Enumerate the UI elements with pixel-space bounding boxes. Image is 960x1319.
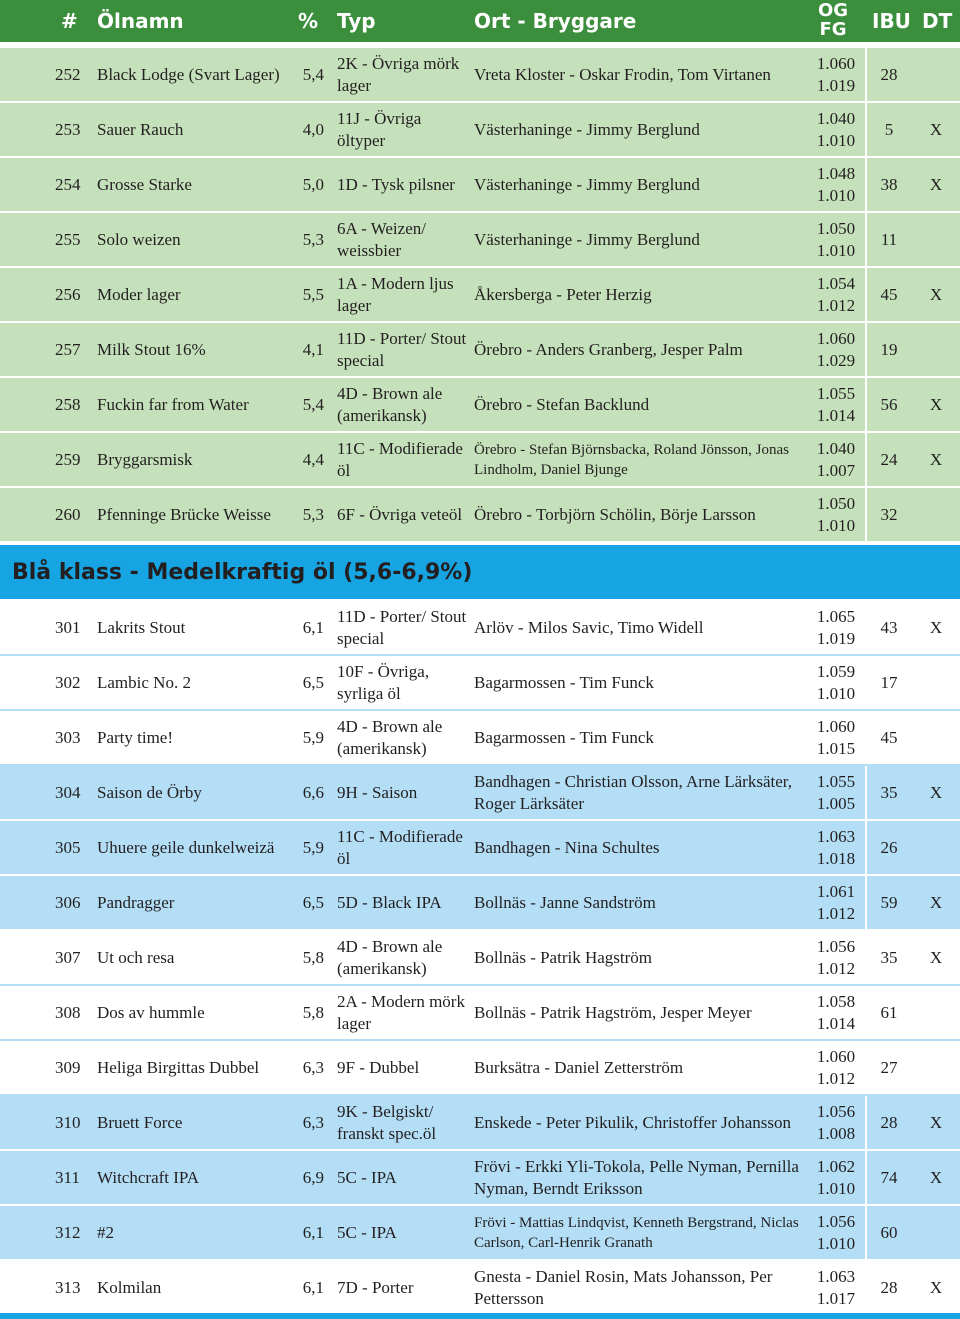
beer-dt	[920, 656, 952, 709]
brewery-brewers: Bollnäs - Patrik Hagström	[474, 947, 653, 967]
beer-ibu: 24	[880, 449, 898, 469]
beer-name: Party time!	[97, 727, 174, 747]
beer-number: 252	[55, 64, 81, 84]
beer-number: 308	[55, 1002, 81, 1022]
beer-abv: 4,1	[302, 339, 324, 359]
table-row	[0, 1151, 960, 1206]
beer-style: 6F - Övriga veteöl	[337, 504, 463, 524]
column-separator	[865, 656, 867, 709]
beer-name: Lakrits Stout	[97, 617, 186, 637]
beer-abv: 5,3	[302, 229, 324, 249]
beer-style: 2K - Övriga mörk lager	[337, 53, 460, 95]
beer-og-fg	[810, 1261, 862, 1314]
beer-abv: 6,3	[302, 1112, 324, 1132]
brewery-brewers: Örebro - Anders Granberg, Jesper Palm	[474, 339, 743, 359]
header-pct: %	[298, 9, 319, 33]
brewery-brewers: Burksätra - Daniel Zetterström	[474, 1057, 684, 1077]
beer-og-fg	[810, 601, 862, 654]
beer-style: 11D - Porter/ Stout special	[337, 328, 467, 370]
beer-name: Solo weizen	[97, 229, 181, 249]
beer-style: 9F - Dubbel	[337, 1057, 420, 1077]
beer-og: 1.062	[816, 1156, 856, 1176]
beer-dt: X	[929, 617, 943, 637]
table-row	[0, 876, 960, 931]
column-separator	[865, 268, 867, 321]
brewery-brewers: Västerhaninge - Jimmy Berglund	[474, 229, 700, 249]
table-row	[0, 1261, 960, 1316]
beer-fg: 1.017	[816, 1288, 856, 1308]
beer-ibu: 74	[880, 1167, 898, 1187]
beer-dt: X	[929, 782, 943, 802]
beer-ibu: 28	[880, 64, 898, 84]
beer-name: Uhuere geile dunkelweizä	[97, 837, 275, 857]
beer-abv: 5,9	[302, 727, 324, 747]
beer-number: 255	[55, 229, 81, 249]
beer-fg: 1.010	[816, 683, 856, 703]
beer-og-fg	[810, 103, 862, 156]
bottom-bar	[0, 1313, 960, 1319]
beer-ibu: 59	[880, 892, 898, 912]
beer-fg: 1.012	[816, 903, 856, 923]
beer-ibu: 56	[880, 394, 898, 414]
beer-abv: 6,1	[302, 1277, 324, 1297]
beer-ibu: 61	[880, 1002, 898, 1022]
beer-style: 5C - IPA	[337, 1222, 397, 1242]
beer-name: Dos av hummle	[97, 1002, 205, 1022]
beer-abv: 5,0	[302, 174, 324, 194]
brewery-brewers: Bollnäs - Janne Sandström	[474, 892, 656, 912]
beer-fg: 1.012	[816, 295, 856, 315]
column-separator	[865, 821, 867, 874]
beer-number: 260	[55, 504, 81, 524]
beer-og-fg	[810, 821, 862, 874]
beer-og-fg	[810, 158, 862, 211]
beer-ibu: 32	[880, 504, 898, 524]
brewery-brewers: Bandhagen - Christian Olsson, Arne Lärksäter, Roger Lärksäter	[474, 771, 792, 813]
beer-og: 1.063	[816, 826, 856, 846]
beer-dt: X	[929, 174, 943, 194]
beer-og-fg	[810, 433, 862, 486]
column-separator	[865, 1041, 867, 1094]
beer-dt	[920, 323, 952, 376]
header-ort: Ort - Bryggare	[474, 9, 637, 33]
beer-ibu: 17	[880, 672, 898, 692]
beer-dt: X	[929, 119, 943, 139]
beer-fg: 1.029	[816, 350, 856, 370]
beer-og: 1.054	[816, 273, 856, 293]
beer-fg: 1.010	[816, 240, 856, 260]
beer-ibu: 27	[880, 1057, 898, 1077]
table-row	[0, 766, 960, 821]
column-separator	[865, 711, 867, 764]
beer-number: 256	[55, 284, 81, 304]
beer-number: 301	[55, 617, 81, 637]
beer-og-fg	[810, 48, 862, 101]
header-og: OG	[818, 0, 849, 21]
beer-style: 4D - Brown ale (amerikansk)	[337, 383, 443, 425]
beer-style: 1A - Modern ljus lager	[337, 273, 454, 315]
beer-ibu: 35	[880, 947, 898, 967]
beer-dt	[920, 821, 952, 874]
beer-fg: 1.010	[816, 185, 856, 205]
table-row	[0, 268, 960, 323]
beer-og: 1.040	[816, 438, 856, 458]
brewery-brewers: Västerhaninge - Jimmy Berglund	[474, 119, 700, 139]
beer-og: 1.056	[816, 1101, 856, 1121]
column-separator	[865, 48, 867, 101]
beer-og: 1.060	[816, 53, 856, 73]
beer-number: 304	[55, 782, 81, 802]
beer-style: 11C - Modifierade öl	[337, 826, 463, 868]
beer-og-fg	[810, 1096, 862, 1149]
beer-dt	[920, 213, 952, 266]
beer-style: 9H - Saison	[337, 782, 418, 802]
beer-name: Kolmilan	[97, 1277, 162, 1297]
brewery-brewers: Vreta Kloster - Oskar Frodin, Tom Virtanen	[474, 64, 771, 84]
beer-ibu: 60	[880, 1222, 898, 1242]
beer-ibu: 28	[880, 1112, 898, 1132]
header-ogfg	[818, 1, 848, 39]
beer-number: 307	[55, 947, 81, 967]
table-row	[0, 1041, 960, 1096]
table-row	[0, 378, 960, 433]
beer-style: 11J - Övriga öltyper	[337, 108, 422, 150]
beer-ibu: 28	[880, 1277, 898, 1297]
beer-fg: 1.014	[816, 405, 856, 425]
beer-fg: 1.010	[816, 1233, 856, 1253]
header-num: #	[61, 9, 78, 33]
beer-dt: X	[929, 284, 943, 304]
beer-number: 311	[55, 1167, 80, 1187]
beer-abv: 4,4	[302, 449, 324, 469]
beer-og: 1.059	[816, 661, 856, 681]
beer-ibu: 43	[880, 617, 898, 637]
column-separator	[865, 158, 867, 211]
beer-dt: X	[929, 394, 943, 414]
beer-abv: 6,5	[302, 672, 324, 692]
beer-number: 258	[55, 394, 81, 414]
beer-number: 306	[55, 892, 81, 912]
beer-number: 309	[55, 1057, 81, 1077]
column-separator	[865, 1206, 867, 1259]
table-row	[0, 931, 960, 986]
beer-og: 1.065	[816, 606, 856, 626]
beer-style: 1D - Tysk pilsner	[337, 174, 455, 194]
beer-style: 11C - Modifierade öl	[337, 438, 463, 480]
beer-og-fg	[810, 378, 862, 431]
beer-ibu: 19	[880, 339, 898, 359]
brewery-brewers: Bagarmossen - Tim Funck	[474, 727, 654, 747]
table-row	[0, 1206, 960, 1261]
beer-og: 1.056	[816, 1211, 856, 1231]
table-row	[0, 433, 960, 488]
beer-abv: 5,3	[302, 504, 324, 524]
beer-abv: 5,9	[302, 837, 324, 857]
beer-fg: 1.008	[816, 1123, 856, 1143]
beer-name: Milk Stout 16%	[97, 339, 206, 359]
beer-fg: 1.007	[816, 460, 856, 480]
beer-dt: X	[929, 1277, 943, 1297]
beer-abv: 5,8	[302, 947, 324, 967]
column-separator	[865, 488, 867, 541]
column-separator	[865, 103, 867, 156]
beer-name: Fuckin far from Water	[97, 394, 249, 414]
table-row	[0, 711, 960, 766]
beer-abv: 4,0	[302, 119, 324, 139]
beer-og: 1.056	[816, 936, 856, 956]
beer-og-fg	[810, 1151, 862, 1204]
beer-name: Bruett Force	[97, 1112, 183, 1132]
table-row	[0, 821, 960, 876]
brewery-brewers: Örebro - Torbjörn Schölin, Börje Larsson	[474, 504, 756, 524]
beer-fg: 1.015	[816, 738, 856, 758]
beer-og-fg	[810, 711, 862, 764]
beer-name: Grosse Starke	[97, 174, 192, 194]
table-row	[0, 48, 960, 103]
beer-ibu: 45	[880, 284, 898, 304]
column-separator	[865, 213, 867, 266]
beer-dt	[920, 1206, 952, 1259]
brewery-brewers: Bandhagen - Nina Schultes	[474, 837, 660, 857]
beer-og: 1.050	[816, 493, 856, 513]
column-separator	[865, 1261, 867, 1314]
table-row	[0, 488, 960, 543]
column-separator	[865, 1096, 867, 1149]
beer-ibu: 26	[880, 837, 898, 857]
beer-og: 1.050	[816, 218, 856, 238]
beer-fg: 1.010	[816, 130, 856, 150]
beer-og-fg	[810, 1041, 862, 1094]
beer-dt: X	[929, 947, 943, 967]
beer-abv: 5,4	[302, 394, 324, 414]
beer-og-fg	[810, 876, 862, 929]
brewery-brewers: Bagarmossen - Tim Funck	[474, 672, 654, 692]
table-row	[0, 323, 960, 378]
table-row	[0, 213, 960, 268]
beer-dt	[920, 1041, 952, 1094]
beer-fg: 1.012	[816, 958, 856, 978]
column-separator	[865, 1151, 867, 1204]
beer-abv: 6,5	[302, 892, 324, 912]
brewery-brewers: Bollnäs - Patrik Hagström, Jesper Meyer	[474, 1002, 752, 1022]
beer-ibu: 35	[880, 782, 898, 802]
beer-number: 257	[55, 339, 81, 359]
beer-abv: 5,4	[302, 64, 324, 84]
table-row	[0, 986, 960, 1041]
table-header	[0, 0, 960, 42]
beer-og-fg	[810, 323, 862, 376]
beer-number: 302	[55, 672, 81, 692]
beer-og-fg	[810, 1206, 862, 1259]
beer-og-fg	[810, 656, 862, 709]
column-separator	[865, 601, 867, 654]
beer-dt	[920, 48, 952, 101]
beer-fg: 1.019	[816, 75, 856, 95]
beer-dt	[920, 488, 952, 541]
beer-fg: 1.019	[816, 628, 856, 648]
beer-abv: 6,1	[302, 1222, 324, 1242]
beer-og: 1.060	[816, 716, 856, 736]
beer-name: Saison de Örby	[97, 782, 202, 802]
beer-style: 9K - Belgiskt/ franskt spec.öl	[337, 1101, 437, 1143]
column-separator	[865, 766, 867, 819]
beer-style: 7D - Porter	[337, 1277, 414, 1297]
beer-number: 253	[55, 119, 81, 139]
beer-name: Bryggarsmisk	[97, 449, 193, 469]
beer-og: 1.040	[816, 108, 856, 128]
beer-number: 259	[55, 449, 81, 469]
beer-ibu: 38	[880, 174, 898, 194]
beer-fg: 1.005	[816, 793, 856, 813]
beer-abv: 6,6	[302, 782, 324, 802]
beer-fg: 1.012	[816, 1068, 856, 1088]
beer-number: 312	[55, 1222, 81, 1242]
column-separator	[865, 323, 867, 376]
column-separator	[865, 433, 867, 486]
beer-fg: 1.010	[816, 515, 856, 535]
beer-dt	[920, 711, 952, 764]
beer-style: 4D - Brown ale (amerikansk)	[337, 716, 443, 758]
beer-name: #2	[97, 1222, 114, 1242]
beer-og-fg	[810, 268, 862, 321]
beer-name: Moder lager	[97, 284, 181, 304]
column-separator	[865, 378, 867, 431]
brewery-brewers: Frövi - Mattias Lindqvist, Kenneth Bergstrand, Niclas Carlson, Carl-Henrik Granath	[474, 1214, 799, 1251]
beer-abv: 6,9	[302, 1167, 324, 1187]
beer-og: 1.060	[816, 1046, 856, 1066]
beer-dt: X	[929, 892, 943, 912]
beer-number: 303	[55, 727, 81, 747]
header-fg: FG	[819, 19, 847, 40]
header-type: Typ	[337, 9, 376, 33]
beer-number: 305	[55, 837, 81, 857]
beer-og-fg	[810, 986, 862, 1039]
beer-name: Ut och resa	[97, 947, 175, 967]
beer-og-fg	[810, 766, 862, 819]
section-title: Blå klass - Medelkraftig öl (5,6-6,9%)	[12, 560, 473, 585]
beer-style: 11D - Porter/ Stout special	[337, 606, 467, 648]
beer-og-fg	[810, 488, 862, 541]
brewery-brewers: Örebro - Stefan Björnsbacka, Roland Jönsson, Jonas Lindholm, Daniel Bjunge	[474, 441, 789, 478]
beer-style: 6A - Weizen/ weissbier	[337, 218, 426, 260]
beer-name: Heliga Birgittas Dubbel	[97, 1057, 260, 1077]
beer-number: 254	[55, 174, 81, 194]
beer-abv: 5,5	[302, 284, 324, 304]
beer-name: Lambic No. 2	[97, 672, 191, 692]
beer-abv: 6,3	[302, 1057, 324, 1077]
brewery-brewers: Frövi - Erkki Yli-Tokola, Pelle Nyman, Pernilla Nyman, Berndt Eriksson	[474, 1156, 799, 1198]
beer-style: 10F - Övriga, syrliga öl	[337, 661, 430, 703]
beer-name: Black Lodge (Svart Lager)	[97, 64, 280, 84]
beer-og-fg	[810, 213, 862, 266]
beer-og: 1.060	[816, 328, 856, 348]
beer-dt: X	[929, 1112, 943, 1132]
beer-ibu: 45	[880, 727, 898, 747]
beer-og-fg	[810, 931, 862, 984]
brewery-brewers: Örebro - Stefan Backlund	[474, 394, 650, 414]
beer-abv: 6,1	[302, 617, 324, 637]
table-row	[0, 656, 960, 711]
header-name: Ölnamn	[97, 9, 184, 33]
beer-style: 2A - Modern mörk lager	[337, 991, 465, 1033]
column-separator	[865, 876, 867, 929]
header-dt: DT	[922, 9, 953, 33]
beer-ibu: 11	[880, 229, 898, 249]
beer-og: 1.061	[816, 881, 856, 901]
brewery-brewers: Åkersberga - Peter Herzig	[474, 284, 652, 304]
beer-name: Witchcraft IPA	[97, 1167, 200, 1187]
beer-og: 1.055	[816, 771, 856, 791]
beer-style: 5C - IPA	[337, 1167, 397, 1187]
beer-dt	[920, 986, 952, 1039]
beer-fg: 1.014	[816, 1013, 856, 1033]
beer-fg: 1.018	[816, 848, 856, 868]
column-separator	[865, 986, 867, 1039]
beer-dt: X	[929, 449, 943, 469]
beer-number: 313	[55, 1277, 81, 1297]
beer-abv: 5,8	[302, 1002, 324, 1022]
table-row	[0, 103, 960, 158]
table-row	[0, 601, 960, 656]
brewery-brewers: Västerhaninge - Jimmy Berglund	[474, 174, 700, 194]
beer-style: 5D - Black IPA	[337, 892, 442, 912]
beer-dt: X	[929, 1167, 943, 1187]
beer-number: 310	[55, 1112, 81, 1132]
brewery-brewers: Gnesta - Daniel Rosin, Mats Johansson, Per Pettersson	[474, 1266, 773, 1308]
table-row	[0, 1096, 960, 1151]
beer-name: Pandragger	[97, 892, 175, 912]
header-ibu: IBU	[872, 9, 911, 33]
beer-name: Sauer Rauch	[97, 119, 184, 139]
beer-fg: 1.010	[816, 1178, 856, 1198]
beer-ibu: 5	[884, 119, 894, 139]
table-row	[0, 158, 960, 213]
brewery-brewers: Enskede - Peter Pikulik, Christoffer Johansson	[474, 1112, 791, 1132]
brewery-brewers: Arlöv - Milos Savic, Timo Widell	[474, 617, 704, 637]
section-banner-blue	[0, 545, 960, 599]
beer-og: 1.058	[816, 991, 856, 1011]
beer-og: 1.055	[816, 383, 856, 403]
beer-name: Pfenninge Brücke Weisse	[97, 504, 271, 524]
beer-style: 4D - Brown ale (amerikansk)	[337, 936, 443, 978]
beer-og: 1.063	[816, 1266, 856, 1286]
column-separator	[865, 931, 867, 984]
beer-og: 1.048	[816, 163, 856, 183]
